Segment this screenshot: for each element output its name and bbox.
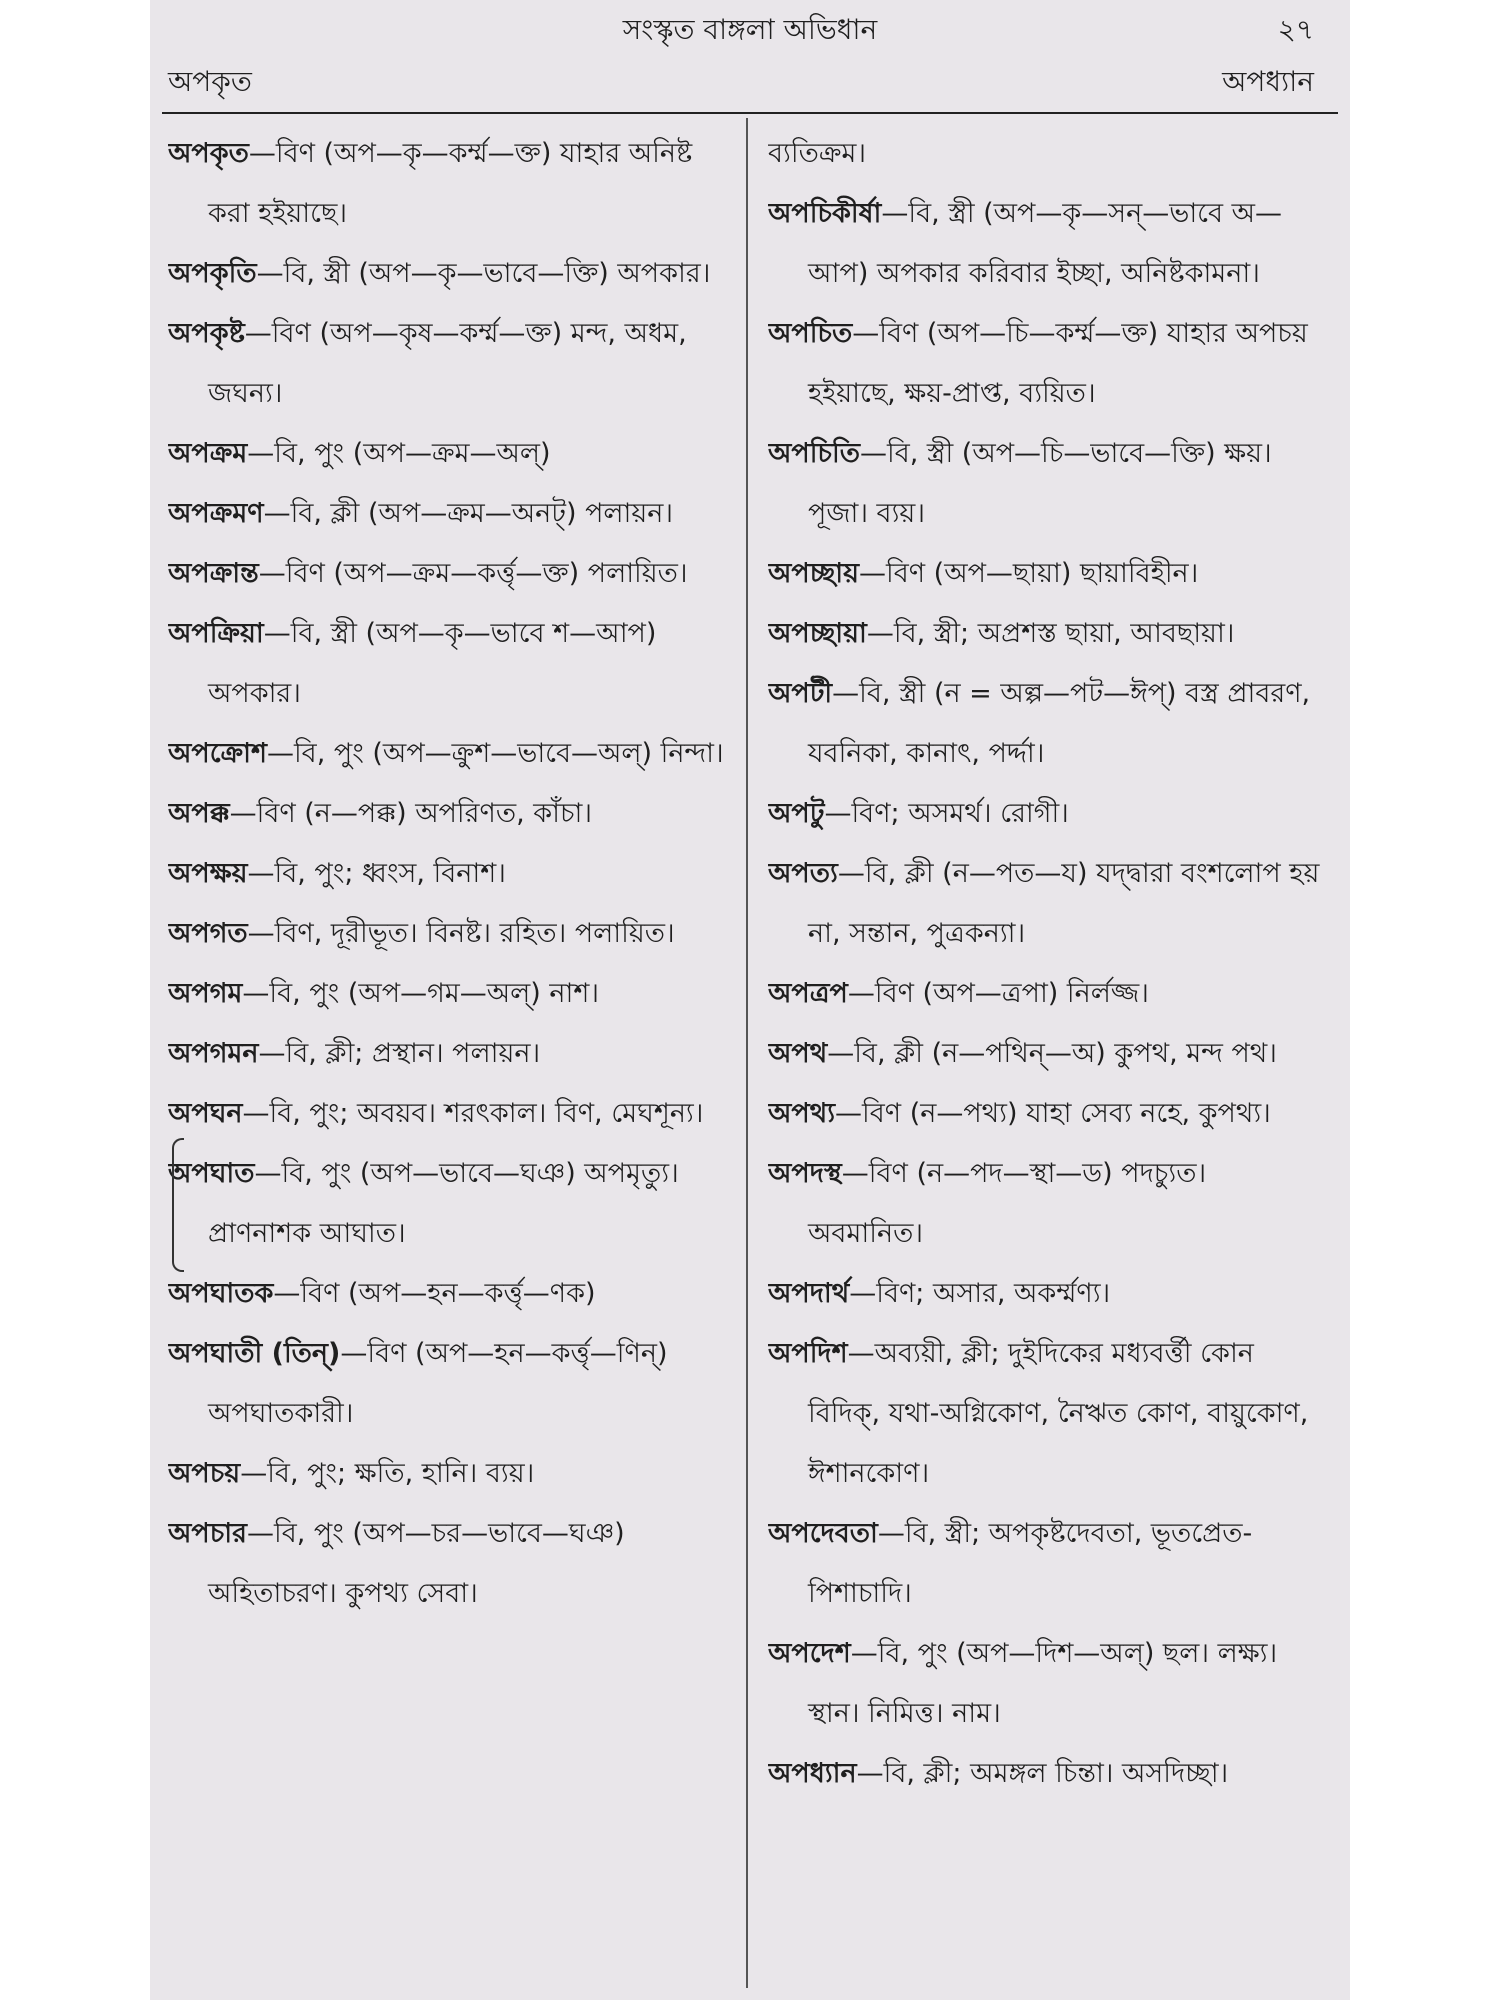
entry-headword: অপকৃষ্ট — [168, 318, 245, 349]
dictionary-entry — [168, 484, 728, 544]
dictionary-entry — [768, 1144, 1328, 1264]
dictionary-entry — [768, 1264, 1328, 1324]
entry-headword: অপচিত — [768, 318, 853, 349]
entry-definition: —বিণ, দূরীভূত। বিনষ্ট। রহিত। পলায়িত। — [247, 918, 675, 949]
dictionary-entry — [768, 124, 1328, 184]
guide-word-right: অপধ্যান — [1222, 65, 1314, 98]
dictionary-entry — [168, 904, 728, 964]
entry-headword: অপথ্য — [768, 1098, 836, 1129]
dictionary-entry — [168, 964, 728, 1024]
dictionary-entry — [168, 424, 728, 484]
entry-definition: —বি, স্ত্রী (অপ—চি—ভাবে—ক্তি) ক্ষয়। পূজা। ব্যয়। — [808, 438, 1272, 529]
entry-definition: —বিণ (অপ—ত্রপা) নির্লজ্জ। — [847, 978, 1149, 1009]
guide-word-left: অপকৃত — [168, 65, 252, 98]
entry-definition: —বিণ; অসমর্থ। রোগী। — [824, 798, 1069, 829]
entry-headword: অপদেশ — [768, 1638, 851, 1669]
entry-headword: অপটু — [768, 798, 825, 829]
entry-definition: —বি, পুং (অপ—চর—ভাবে—ঘঞ) অহিতাচরণ। কুপথ্য সেবা। — [208, 1518, 625, 1609]
page-title: সংস্কৃত বাঙ্গলা অভিধান — [622, 13, 878, 46]
entry-definition: —বিণ (অপ—চি—কর্ম্ম—ক্ত) যাহার অপচয় হইয়াছে, ক্ষয়-প্রাপ্ত, ব্যয়িত। — [808, 318, 1308, 409]
dictionary-entry — [168, 1084, 728, 1144]
margin-bracket — [172, 1138, 184, 1272]
dictionary-entry — [768, 604, 1328, 664]
entry-definition: —বি, পুং; অবয়ব। শরৎকাল। বিণ, মেঘশূন্য। — [242, 1098, 704, 1129]
dictionary-entry — [168, 1024, 728, 1084]
entry-definition: —বি, স্ত্রী (অপ—কৃ—ভাবে—ক্তি) অপকার। — [256, 258, 711, 289]
entry-headword: অপগম — [168, 978, 243, 1009]
column-divider — [746, 118, 748, 1988]
entry-definition: —বি, স্ত্রী (অপ—কৃ—সন্—ভাবে অ—আপ) অপকার করিবার ইচ্ছা, অনিষ্টকামনা। — [808, 198, 1283, 289]
entry-definition: —বি, ক্লী; প্রস্থান। পলায়ন। — [258, 1038, 541, 1069]
entry-headword: অপচার — [168, 1518, 247, 1549]
entry-definition: —বিণ (অপ—কৃষ—কর্ম্ম—ক্ত) মন্দ, অধম, জঘন্য। — [208, 318, 687, 409]
entry-headword: অপচিকীর্ষা — [768, 198, 882, 229]
dictionary-page — [150, 0, 1350, 2000]
dictionary-entry — [768, 664, 1328, 784]
entry-definition: —বি, ক্লী (ন—পথিন্—অ) কুপথ, মন্দ পথ। — [827, 1038, 1277, 1069]
dictionary-entry — [768, 1084, 1328, 1144]
entry-definition: —বি, ক্লী (অপ—ক্রম—অনট্) পলায়ন। — [263, 498, 674, 529]
dictionary-entry — [168, 1264, 728, 1324]
entry-headword: অপক্রমণ — [168, 498, 264, 529]
entry-headword: অপকৃত — [168, 138, 249, 169]
entry-headword: অপটী — [768, 678, 833, 709]
entry-headword: অপচিতি — [768, 438, 860, 469]
dictionary-entry — [168, 1324, 728, 1444]
dictionary-entry — [768, 184, 1328, 304]
dictionary-entry — [168, 124, 728, 244]
entry-definition: —বিণ (ন—পক্ক) অপরিণত, কাঁচা। — [229, 798, 593, 829]
entry-headword: অপথ — [768, 1038, 828, 1069]
dictionary-entry — [768, 1744, 1328, 1804]
entry-definition: —বি, স্ত্রী; অপকৃষ্টদেবতা, ভূতপ্রেত-পিশাচাদি। — [808, 1518, 1253, 1609]
dictionary-entry — [768, 424, 1328, 544]
entry-definition: —বিণ (অপ—ক্রম—কর্ত্তৃ—ক্ত) পলায়িত। — [258, 558, 688, 589]
entry-definition: —বিণ (অপ—হন—কর্ত্তৃ—ণক) — [273, 1278, 596, 1309]
entry-definition: —বিণ (অপ—হন—কর্ত্তৃ—ণিন্) অপঘাতকারী। — [208, 1338, 668, 1429]
entry-definition: —বি, স্ত্রী; অপ্রশস্ত ছায়া, আবছায়া। — [866, 618, 1235, 649]
entry-headword: অপদিশ — [768, 1338, 848, 1369]
entry-definition: ব্যতিক্রম। — [768, 138, 867, 169]
entry-headword: অপক্রিয়া — [168, 618, 264, 649]
entry-definition: —বি, পুং (অপ—দিশ—অল্) ছল। লক্ষ্য। স্থান। নিমিত্ত। নাম। — [808, 1638, 1278, 1729]
entry-definition: —বি, পুং (অপ—ক্রুশ—ভাবে—অল্) নিন্দা। — [266, 738, 724, 769]
dictionary-entry — [168, 724, 728, 784]
entry-definition: —বি, পুং; ক্ষতি, হানি। ব্যয়। — [240, 1458, 535, 1489]
entry-headword: অপঘাত — [168, 1158, 255, 1189]
entry-definition: —বিণ (ন—পথ্য) যাহা সেব্য নহে, কুপথ্য। — [835, 1098, 1271, 1129]
entry-headword: অপচ্ছায়া — [768, 618, 867, 649]
entry-headword: অপত্য — [768, 858, 838, 889]
entry-definition: —বিণ (অপ—কৃ—কর্ম্ম—ক্ত) যাহার অনিষ্ট করা হইয়াছে। — [208, 138, 693, 229]
dictionary-entry — [768, 1024, 1328, 1084]
entry-definition: —বিণ; অসার, অকর্ম্মণ্য। — [849, 1278, 1111, 1309]
entry-headword: অপক্রোশ — [168, 738, 267, 769]
entry-headword: অপধ্যান — [768, 1758, 857, 1789]
entry-headword: অপদস্থ — [768, 1158, 842, 1189]
entry-headword: অপদেবতা — [768, 1518, 878, 1549]
dictionary-entry — [768, 1504, 1328, 1624]
dictionary-entry — [168, 604, 728, 724]
dictionary-entry — [768, 304, 1328, 424]
dictionary-entry — [168, 1504, 728, 1624]
dictionary-entry — [168, 544, 728, 604]
dictionary-entry — [168, 1444, 728, 1504]
entry-headword: অপঘন — [168, 1098, 243, 1129]
entry-headword: অপক্ষয় — [168, 858, 248, 889]
entry-headword: অপদার্থ — [768, 1278, 850, 1309]
entry-definition: —বি, স্ত্রী (ন = অল্প—পট—ঈপ্) বস্ত্র প্রাবরণ, যবনিকা, কানাৎ, পর্দ্দা। — [808, 678, 1311, 769]
entry-headword: অপক্ক — [168, 798, 230, 829]
dictionary-entry — [168, 844, 728, 904]
entry-headword: অপগত — [168, 918, 248, 949]
dictionary-entry — [768, 784, 1328, 844]
header-rule — [162, 112, 1338, 114]
dictionary-entry — [168, 244, 728, 304]
entry-headword: অপক্রম — [168, 438, 248, 469]
dictionary-entry — [768, 844, 1328, 964]
entry-definition: —বি, ক্লী; অমঙ্গল চিন্তা। অসদিচ্ছা। — [856, 1758, 1229, 1789]
right-column — [768, 124, 1328, 1994]
entry-headword: অপচ্ছায় — [768, 558, 860, 589]
entry-definition: —বি, পুং (অপ—ভাবে—ঘঞ) অপমৃত্যু। প্রাণনাশক আঘাত। — [208, 1158, 679, 1249]
dictionary-entry — [168, 304, 728, 424]
entry-definition: —বি, পুং (অপ—ক্রম—অল্) — [247, 438, 551, 469]
dictionary-entry — [768, 544, 1328, 604]
entry-headword: অপচয় — [168, 1458, 241, 1489]
dictionary-entry — [168, 784, 728, 844]
entry-headword: অপঘাতী (তিন্) — [168, 1338, 341, 1369]
entry-definition: —বি, স্ত্রী (অপ—কৃ—ভাবে শ—আপ) অপকার। — [208, 618, 657, 709]
entry-headword: অপকৃতি — [168, 258, 257, 289]
dictionary-entry — [768, 964, 1328, 1024]
dictionary-entry — [768, 1624, 1328, 1744]
entry-definition: —বিণ (ন—পদ—স্থা—ড) পদচ্যুত। অবমানিত। — [808, 1158, 1207, 1249]
page-number: ২৭ — [1277, 13, 1314, 46]
entry-headword: অপঘাতক — [168, 1278, 274, 1309]
entry-headword: অপক্রান্ত — [168, 558, 259, 589]
entry-definition: —বি, পুং; ধ্বংস, বিনাশ। — [247, 858, 506, 889]
left-column — [168, 124, 728, 1994]
entry-headword: অপগমন — [168, 1038, 259, 1069]
entry-definition: —অব্যয়ী, ক্লী; দুইদিকের মধ্যবর্ত্তী কোন বিদিক্, যথা-অগ্নিকোণ, নৈঋত কোণ, বায়ুকোণ, ঈশানকোণ। — [808, 1338, 1309, 1489]
entry-definition: —বিণ (অপ—ছায়া) ছায়াবিহীন। — [859, 558, 1199, 589]
dictionary-entry — [168, 1144, 728, 1264]
entry-definition: —বি, ক্লী (ন—পত—য) যদ্দ্বারা বংশলোপ হয় না, সন্তান, পুত্রকন্যা। — [808, 858, 1320, 949]
entry-definition: —বি, পুং (অপ—গম—অল্) নাশ। — [242, 978, 599, 1009]
entry-headword: অপত্রপ — [768, 978, 848, 1009]
dictionary-entry — [768, 1324, 1328, 1504]
